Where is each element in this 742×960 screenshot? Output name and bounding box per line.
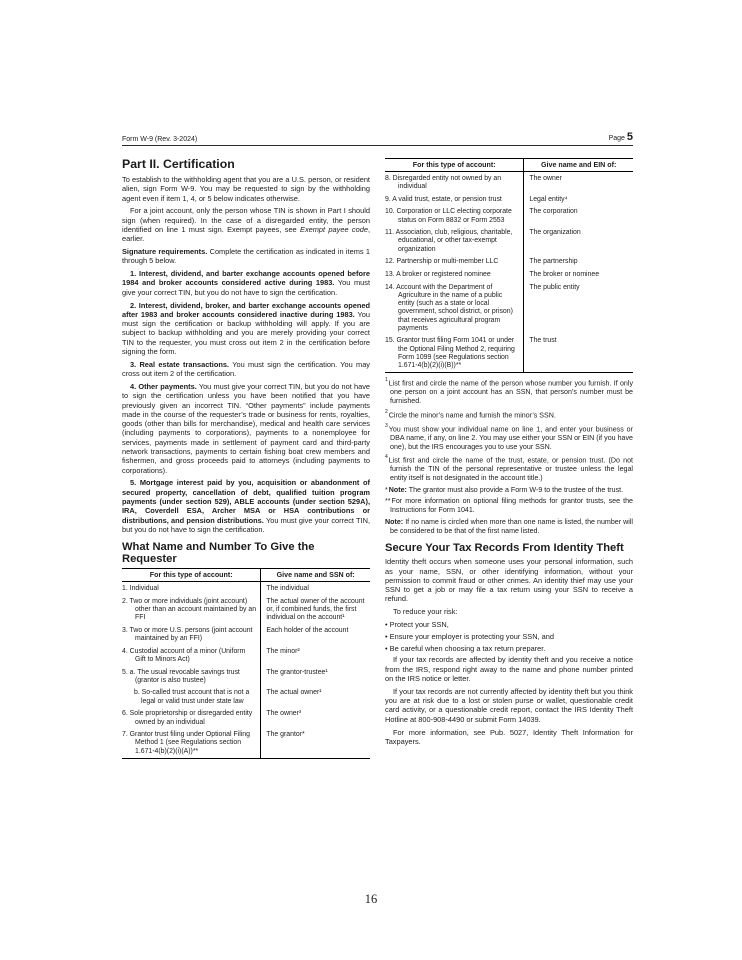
left-column bbox=[122, 151, 370, 763]
account-type-cell: 10. Corporation or LLC electing corporate status on Form 8832 or Form 2553 bbox=[385, 208, 512, 224]
give-name-cell: The grantor* bbox=[261, 729, 370, 759]
give-name-header: Give name and EIN of: bbox=[524, 159, 633, 172]
account-type-cell: 11. Association, club, religious, charitable, educational, or other tax-exempt organization bbox=[385, 229, 513, 253]
footnote-1: $^1$List first and circle the name of the person whose number you furnish. If only one person on a joint account has an SSN, that person’s number must be furnished. bbox=[385, 377, 633, 406]
account-type-cell: 9. A valid trust, estate, or pension trust bbox=[385, 195, 502, 203]
account-type-cell: 8. Disregarded entity not owned by an individual bbox=[385, 174, 502, 190]
give-name-cell: The owner bbox=[524, 172, 633, 193]
table-row bbox=[122, 687, 370, 708]
right-column bbox=[385, 151, 633, 763]
give-name-cell: The public entity bbox=[524, 281, 633, 335]
table-row bbox=[385, 269, 633, 282]
account-type-cell: 7. Grantor trust filing under Optional Filing Method 1 (see Regulations section 1.671-4(b)(2)(i)(A))** bbox=[122, 731, 250, 755]
table-row bbox=[122, 582, 370, 595]
account-type-cell: 6. Sole proprietorship or disregarded entity owned by an individual bbox=[122, 710, 253, 726]
account-type-cell: 3. Two or more U.S. persons (joint account maintained by an FFI) bbox=[122, 626, 253, 642]
give-name-cell: The corporation bbox=[524, 206, 633, 227]
account-type-cell: 14. Account with the Department of Agriculture in the name of a public entity (such as a state or local government, school district, or prison) that receives agricultural program payments bbox=[385, 283, 513, 332]
account-type-cell: 2. Two or more individuals (joint account) other than an account maintained by an FFI bbox=[122, 597, 257, 621]
footnote-double-star: **For more information on optional filing methods for grantor trusts, see the Instructions for Form 1041. bbox=[385, 497, 633, 515]
certification-item-5: 5. Mortgage interest paid by you, acquisition or abandonment of secured property, cancellation of debt, qualified tuition program payments (under section 529), ABLE accounts (under section 529A), IRA, Coverdell ESA, Archer MSA or HSA contributions or distributions, and pension distributions. You must give your correct TIN, but you do not have to sign the certification. bbox=[122, 478, 371, 534]
account-type-cell: 1. Individual bbox=[122, 584, 159, 592]
account-type-cell: 4. Custodial account of a minor (Uniform Gift to Minors Act) bbox=[122, 647, 246, 663]
table-header-row bbox=[385, 159, 633, 172]
table-row bbox=[122, 624, 370, 645]
table-row bbox=[122, 595, 370, 624]
give-name-cell: Legal entity⁴ bbox=[524, 193, 633, 206]
give-name-cell: The owner³ bbox=[261, 708, 370, 729]
identity-paragraph-more: For more information, see Pub. 5027, Identity Theft Information for Taxpayers. bbox=[385, 727, 633, 746]
table-row bbox=[385, 193, 633, 206]
table-row bbox=[385, 281, 633, 335]
bullet-item: • Be careful when choosing a tax return preparer. bbox=[385, 644, 633, 653]
bullet-item: • Ensure your employer is protecting your SSN, and bbox=[385, 632, 633, 641]
give-name-cell: The organization bbox=[524, 227, 633, 256]
give-name-cell: The partnership bbox=[524, 256, 633, 269]
name-ssn-table bbox=[122, 568, 370, 759]
document-page-number: 16 bbox=[364, 892, 378, 906]
account-type-cell: 13. A broker or registered nominee bbox=[385, 271, 491, 279]
table-row bbox=[122, 645, 370, 666]
identity-risk-intro: To reduce your risk: bbox=[393, 607, 458, 617]
give-name-cell: Each holder of the account bbox=[261, 624, 370, 645]
paragraph-intro: To establish to the withholding agent that you are a U.S. person, or resident alien, sign Form W-9. You may be requested to sign by the withholding agent even if item 1, 4, or 5 below indicates otherwise. bbox=[122, 175, 370, 203]
w9-document-page bbox=[122, 131, 633, 763]
give-name-cell: The trust bbox=[524, 335, 633, 373]
account-type-header: For this type of account: bbox=[385, 159, 524, 172]
table-row bbox=[385, 206, 633, 227]
certification-item-3: 3. Real estate transactions. You must sign the certification. You may cross out item 2 of the certification. bbox=[122, 359, 371, 379]
identity-paragraph-1: Identity theft occurs when someone uses your personal information, such as your name, SSN, or other identifying information, without your permission to commit fraud or other crimes. An identity thief may use your SSN to get a job or may file a tax return using your SSN to receive a refund. bbox=[385, 557, 633, 604]
table-row bbox=[385, 227, 633, 256]
table-row bbox=[122, 708, 370, 729]
certification-item-1: 1. Interest, dividend, and barter exchange accounts opened before 1984 and broker accounts considered active during 1983. You must give your correct TIN, but you do not have to sign the certification. bbox=[122, 269, 370, 297]
footnotes bbox=[385, 377, 633, 535]
table-row bbox=[385, 172, 633, 193]
paragraph-signature-requirements: Signature requirements. Complete the certification as indicated in items 1 through 5 below. bbox=[122, 247, 370, 266]
footnote-2: $^2$Circle the minor’s name and furnish the minor’s SSN. bbox=[385, 408, 556, 420]
account-type-cell: 15. Grantor trust filing Form 1041 or under the Optional Filing Method 2, requiring Form 1099 (see Regulations section 1.671-4(b)(2)(i)(B))** bbox=[385, 337, 515, 370]
give-name-cell: The grantor-trustee¹ bbox=[261, 666, 370, 687]
give-name-cell: The individual bbox=[261, 582, 370, 595]
paragraph-joint-account: For a joint account, only the person whose TIN is shown in Part I should sign (when required). In the case of a disregarded entity, the person identified on line 1 must sign. Exempt payees, see Exempt payee code, earlier. bbox=[122, 206, 371, 244]
name-number-heading: What Name and Number To Give the Requester bbox=[122, 541, 315, 566]
identity-theft-heading: Secure Your Tax Records From Identity Theft bbox=[385, 542, 624, 555]
account-type-cell: 5. a. The usual revocable savings trust (grantor is also trustee) bbox=[122, 668, 240, 684]
form-revision-label: Form W-9 (Rev. 3-2024) bbox=[122, 136, 198, 143]
page-number: Page 5 bbox=[608, 131, 633, 143]
identity-paragraph-notice: If your tax records are affected by identity theft and you receive a notice from the IRS, respond right away to the name and phone number printed on the IRS notice or letter. bbox=[385, 655, 633, 684]
running-header bbox=[122, 131, 633, 146]
account-type-cell: b. So-called trust account that is not a legal or valid trust under state law bbox=[134, 689, 250, 705]
give-name-header: Give name and SSN of: bbox=[261, 569, 370, 582]
give-name-cell: The actual owner¹ bbox=[261, 687, 370, 708]
table-row bbox=[122, 666, 370, 687]
footnote-star-note: *Note: The grantor must also provide a Form W-9 to the trustee of the trust. bbox=[385, 485, 624, 494]
name-ein-table bbox=[385, 158, 633, 373]
account-type-header: For this type of account: bbox=[122, 569, 261, 582]
footnote-note: Note: If no name is circled when more than one name is listed, the number will be considered to be that of the first name listed. bbox=[385, 517, 633, 535]
account-type-cell: 12. Partnership or multi-member LLC bbox=[385, 258, 499, 266]
table-row bbox=[385, 335, 633, 373]
bullet-item: • Protect your SSN, bbox=[385, 620, 633, 629]
part-ii-heading: Part II. Certification bbox=[122, 157, 235, 171]
give-name-cell: The broker or nominee bbox=[524, 269, 633, 282]
identity-paragraph-risk: If your tax records are not currently affected by identity theft but you think you are at risk due to a lost or stolen purse or wallet, questionable credit card activity, or a questionable credit report, contact the IRS Identity Theft Hotline at 800-908-4490 or submit Form 14039. bbox=[385, 686, 633, 724]
footnote-4: $^4$List first and circle the name of the trust, estate, or pension trust. (Do not furnish the TIN of the personal representative or trustee unless the legal entity itself is not designated in the account title.) bbox=[385, 454, 633, 483]
table-row bbox=[385, 256, 633, 269]
certification-item-4: 4. Other payments. You must give your correct TIN, but you do not have to sign the certification unless you have been notified that you have previously given an incorrect TIN. “Other payments” include payments made in the course of the requester’s trade or business for rents, royalties, goods (other than bills for merchandise), medical and health care services (including payments to corporations), payments to a nonemployee for services, payments made in settlement of payment card and third-party network transactions, payments to certain fishing boat crew members and fishermen, and gross proceeds paid to attorneys (including payments to corporations). bbox=[122, 381, 371, 475]
give-name-cell: The minor² bbox=[261, 645, 370, 666]
certification-item-2: 2. Interest, dividend, broker, and barter exchange accounts opened after 1983 and broker accounts considered inactive during 1983. You must sign the certification or backup withholding will apply. If you are subject to backup withholding and you are merely providing your correct TIN to the requester, you must cross out item 2 in the certification before signing the form. bbox=[122, 300, 370, 357]
table-row bbox=[122, 729, 370, 759]
give-name-cell: The actual owner of the account or, if combined funds, the first individual on the account¹ bbox=[261, 595, 370, 624]
footnote-3: $^3$You must show your individual name on line 1, and enter your business or DBA name, if any, on line 2. You may use either your SSN or EIN (if you have one), but the IRS encourages you to use your SSN. bbox=[385, 422, 633, 451]
table-header-row bbox=[122, 569, 370, 582]
